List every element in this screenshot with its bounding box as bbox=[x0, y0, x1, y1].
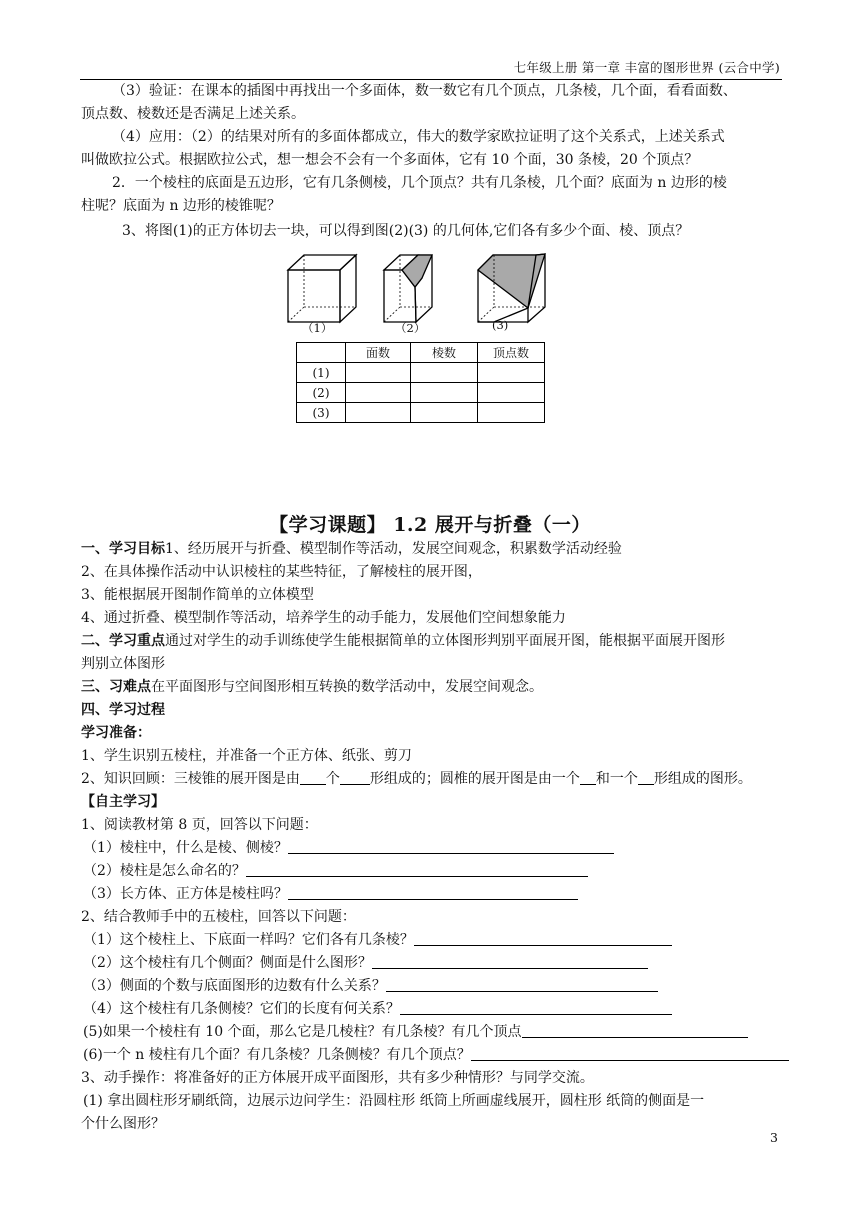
answer-blank[interactable] bbox=[471, 1046, 789, 1061]
goal-item: 4、通过折叠、模型制作等活动，培养学生的动手能力，发展他们空间想象能力 bbox=[81, 610, 566, 626]
table-cell bbox=[478, 383, 545, 403]
prep-item: 1、学生识别五棱柱，并准备一个正方体、纸张、剪刀 bbox=[81, 748, 412, 764]
review-text: 2、知识回顾：三棱锥的展开图是由 bbox=[81, 771, 300, 787]
question-line bbox=[83, 883, 578, 905]
table-cell bbox=[346, 403, 411, 423]
question-text: （1）这个棱柱上、下底面一样吗？它们各有几条棱？ bbox=[83, 932, 414, 948]
question-line bbox=[83, 975, 658, 997]
text-line: 2．一个棱柱的底面是五边形，它有几条侧棱，几个顶点？共有几条棱，几个面？底面为 n 边形的棱 bbox=[112, 175, 727, 191]
table-cell bbox=[411, 363, 478, 383]
goal-item: 1、经历展开与折叠、模型制作等活动，发展空间观念，积累数学活动经验 bbox=[165, 541, 622, 557]
answer-blank[interactable] bbox=[372, 954, 648, 969]
figure-label-1: （1） bbox=[302, 321, 333, 335]
answer-blank[interactable] bbox=[638, 770, 654, 785]
question-line bbox=[83, 860, 588, 882]
question-line bbox=[83, 952, 648, 974]
table-cell bbox=[411, 403, 478, 423]
prism-intro: 2、结合教师手中的五棱柱，回答以下问题： bbox=[81, 909, 356, 925]
page-header: 七年级上册 第一章 丰富的图形世界 (云合中学) bbox=[513, 60, 780, 75]
table-row-label: (2) bbox=[297, 383, 346, 403]
text-line: 柱呢？底面为 n 边形的棱锥呢？ bbox=[81, 198, 281, 214]
question-text: （3）长方体、正方体是棱柱吗？ bbox=[83, 886, 288, 902]
table-cell bbox=[346, 363, 411, 383]
answer-blank[interactable] bbox=[300, 770, 326, 785]
goal-item: 3、能根据展开图制作简单的立体模型 bbox=[81, 587, 314, 603]
self-study-heading: 【自主学习】 bbox=[81, 794, 165, 810]
prep-item-review bbox=[81, 768, 752, 790]
review-text: 形组成的；圆椎的展开图是由一个 bbox=[369, 771, 580, 787]
question-text: (6)一个 n 棱柱有几个面？有几条棱？几条侧棱？有几个顶点？ bbox=[83, 1047, 471, 1063]
figure-label-2: （2） bbox=[395, 321, 426, 335]
text-line: 3、将图(1)的正方体切去一块，可以得到图(2)(3) 的几何体,它们各有多少个面、棱、顶点？ bbox=[122, 223, 690, 239]
question-line bbox=[83, 1021, 748, 1043]
cube-figure-3 bbox=[478, 254, 545, 322]
question-line bbox=[83, 998, 672, 1020]
prep-heading: 学习准备： bbox=[81, 725, 151, 741]
table-cell bbox=[478, 363, 545, 383]
question-text: (5)如果一个棱柱有 10 个面，那么它是几棱柱？有几条棱？有几个顶点 bbox=[83, 1024, 522, 1040]
key-point-line bbox=[81, 630, 725, 652]
question-text: （2）棱柱是怎么命名的？ bbox=[83, 863, 246, 879]
table-header-cell: 顶点数 bbox=[478, 343, 545, 363]
key-text: 通过对学生的动手训练使学生能根据简单的立体图形判别平面展开图，能根据平面展开图形 bbox=[165, 633, 725, 649]
review-text: 个 bbox=[325, 771, 340, 787]
figure-label-3: (3) bbox=[492, 318, 509, 332]
hands-on-intro: 3、动手操作：将准备好的正方体展开成平面图形，共有多少种情形？与同学交流。 bbox=[81, 1070, 594, 1086]
difficult-heading: 三、习难点 bbox=[81, 679, 151, 695]
lesson-title: 【学习课题】 1.2 展开与折叠（一） bbox=[269, 514, 591, 536]
table-row bbox=[297, 383, 545, 403]
key-text: 判别立体图形 bbox=[81, 656, 165, 672]
question-text: （3）侧面的个数与底面图形的边数有什么关系？ bbox=[83, 978, 386, 994]
table-header-row bbox=[297, 343, 545, 363]
difficult-point-line bbox=[81, 676, 543, 698]
counts-table bbox=[296, 342, 545, 423]
key-heading: 二、学习重点 bbox=[81, 633, 165, 649]
table-row bbox=[297, 363, 545, 383]
table-row bbox=[297, 403, 545, 423]
process-heading: 四、学习过程 bbox=[81, 702, 165, 718]
table-cell bbox=[411, 383, 478, 403]
page-number: 3 bbox=[770, 1130, 778, 1145]
question-text: （4）这个棱柱有几条侧棱？它们的长度有何关系？ bbox=[83, 1001, 400, 1017]
text-line: （3）验证：在课本的插图中再找出一个多面体，数一数它有几个顶点，几条棱，几个面，看看面数、 bbox=[112, 83, 737, 99]
table-row-label: (1) bbox=[297, 363, 346, 383]
hands-on-item: 个什么图形？ bbox=[81, 1116, 165, 1132]
text-line: （4）应用：（2）的结果对所有的多面体都成立，伟大的数学家欧拉证明了这个关系式，上述关系式 bbox=[112, 129, 725, 145]
question-line bbox=[83, 1044, 789, 1066]
cube-figures bbox=[280, 248, 570, 340]
answer-blank[interactable] bbox=[288, 885, 578, 900]
goals-line bbox=[81, 538, 622, 560]
table-row-label: (3) bbox=[297, 403, 346, 423]
table-header-cell: 面数 bbox=[346, 343, 411, 363]
question-line bbox=[83, 929, 672, 951]
answer-blank[interactable] bbox=[522, 1023, 748, 1038]
question-text: （1）棱柱中，什么是棱、侧棱？ bbox=[83, 840, 288, 856]
reading-intro: 1、阅读教材第 8 页，回答以下问题： bbox=[81, 817, 318, 833]
table-header-cell: 棱数 bbox=[411, 343, 478, 363]
answer-blank[interactable] bbox=[246, 862, 588, 877]
goal-item: 2、在具体操作活动中认识棱柱的某些特征，了解棱柱的展开图， bbox=[81, 564, 482, 580]
table-header-cell bbox=[297, 343, 346, 363]
answer-blank[interactable] bbox=[400, 1000, 672, 1015]
text-line: 叫做欧拉公式。根据欧拉公式，想一想会不会有一个多面体，它有 10 个面，30 条棱，20 个顶点？ bbox=[81, 152, 699, 168]
review-text: 和一个 bbox=[595, 771, 638, 787]
question-text: （2）这个棱柱有几个侧面？侧面是什么图形？ bbox=[83, 955, 372, 971]
answer-blank[interactable] bbox=[580, 770, 596, 785]
hands-on-item: (1) 拿出圆柱形牙刷纸筒，边展示边问学生：沿圆柱形 纸筒上所画虚线展开，圆柱形 纸筒的侧面是一 bbox=[83, 1093, 705, 1109]
goals-heading: 一、学习目标 bbox=[81, 541, 165, 557]
answer-blank[interactable] bbox=[386, 977, 658, 992]
review-text: 形组成的图形。 bbox=[653, 771, 752, 787]
cube-figure-1 bbox=[288, 255, 356, 322]
table-cell bbox=[346, 383, 411, 403]
answer-blank[interactable] bbox=[288, 839, 614, 854]
difficult-text: 在平面图形与空间图形相互转换的数学活动中，发展空间观念。 bbox=[151, 679, 543, 695]
answer-blank[interactable] bbox=[414, 931, 672, 946]
answer-blank[interactable] bbox=[340, 770, 370, 785]
cube-figure-2 bbox=[384, 255, 432, 322]
text-line: 顶点数、棱数还是否满足上述关系。 bbox=[81, 106, 305, 122]
question-line bbox=[83, 837, 614, 859]
table-cell bbox=[478, 403, 545, 423]
